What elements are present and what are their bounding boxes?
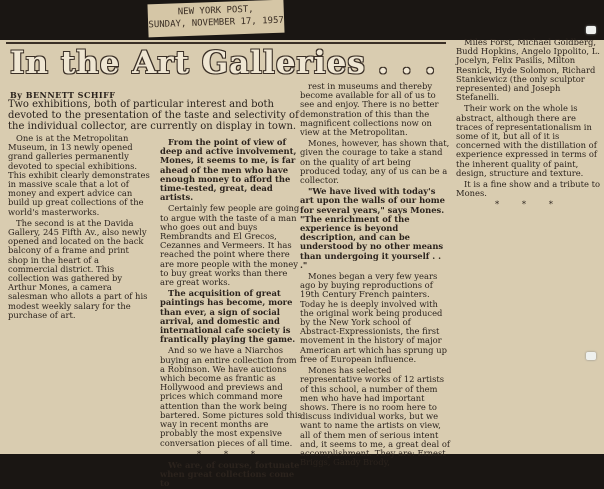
dateline-source: NEW YORK POST, — [177, 4, 254, 18]
dateline-date: SUNDAY, NOVEMBER 17, 1957 — [148, 15, 285, 31]
article-paragraph: The acquisition of great paintings has become, more than ever, a sign of social arrival, and domestic and international cafe society is frantically playing the game. — [160, 288, 296, 345]
column-2 — [160, 137, 302, 489]
column-3 — [300, 81, 450, 468]
article-paragraph: And so we have a Niarchos buying an entire collection from a Robinson. We have auctions which become as frantic as Hollywood and previews and prices which command more attention than the work being bartered. Some pictures sold this way in recent months are probably the most expensive conversation pieces of all time. — [160, 345, 302, 448]
byline: By BENNETT SCHIFF — [10, 90, 116, 100]
article-paragraph: Their work on the whole is abstract, although there are traces of representationalism in some of it, but all of it is concerned with the distillation of experience expressed in terms of the inherent quality of paint, design, structure and texture. — [456, 103, 598, 178]
article-paragraph: Mones, however, has shown that, given the courage to take a stand on the quality of art being produced today, any of us can be a collector. — [300, 138, 450, 186]
article-paragraph: One is at the Metropolitan Museum, in 13 newly opened grand galleries permanently devoted to special exhibitions. This exhibit clearly demonstrates in massive scale that a lot of money and expert advice can build up great collections of the world's masterworks. — [8, 133, 150, 217]
article-paragraph: Mones has selected representative works of 12 artists of this school, a number of them men who have had important shows. There is no room here to discuss individual works, but we want to name the artists on view, all of them men of serious intent and, it seems to me, a great deal of accomplishment. They are: Ernest Briggs, Gandy Brody, — [300, 365, 450, 468]
article-paragraph: "We have lived with today's art upon the walls of our home for several years," says Mones. "The enrichment of the experience is beyond description, and can be understood by no other means than undergoing it yourself . . ." — [300, 186, 445, 270]
intro-paragraph: Two exhibitions, both of particular interest and both devoted to the presentation of the taste and selectivity of the individual collector, are currently on display in town. — [8, 99, 299, 132]
corner-mount-bottom — [586, 352, 596, 360]
section-divider: * * * — [495, 199, 563, 210]
corner-mount-top — [586, 26, 596, 34]
column-1 — [8, 134, 151, 322]
article-paragraph: rest in museums and thereby become available for all of us to see and enjoy. There is no better demonstration of this than the magnificent collections now on view at the Metropolitan. — [300, 81, 439, 138]
article-paragraph: From the point of view of deep and active involvement, Mones, it seems to me, is far ahead of the men who have enough money to afford the time-tested, great, dead artists. — [160, 137, 297, 203]
dateline-clipping — [147, 0, 284, 37]
article-paragraph: Mones began a very few years ago by buying reproductions of 19th Century French painters. Today he is deeply involved with the original work being produced by the New York school of Abstract-Expressionists, the first movement in the history of major American art which has sprung up free of European influence. — [300, 271, 447, 364]
section-divider: * * * — [197, 448, 265, 459]
article-paragraph: Miles Forst, Michael Goldberg, Budd Hopkins, Angelo Ippolito, L. Jocelyn, Felix Pasilis, Milton Resnick, Hyde Solomon, Richard Stankiewicz (the only sculptor represented) and Joseph Stefanelli. — [456, 37, 600, 103]
article-paragraph: The second is at the Davida Gallery, 245 Fifth Av., also newly opened and located on the back balcony of a frame and print shop in the heart of a commercial district. This collection was gathered by Arthur Mones, a camera salesman who allots a part of his modest weekly salary for the purchase of art. — [8, 217, 148, 320]
article-paragraph: Certainly few people are going to argue with the taste of a man who goes out and buys Rembrandts and El Grecos, Cezannes and Vermeers. It has reached the point where there are more people with the money to buy great works than there are great works. — [160, 203, 300, 288]
article-paragraph: It is a fine show and a tribute to Mones. — [456, 179, 601, 199]
headline: In the Art Galleries . . . — [10, 45, 437, 81]
column-4 — [456, 38, 602, 208]
article-paragraph: We are, of course, fortunate when great collections come to — [160, 459, 300, 489]
